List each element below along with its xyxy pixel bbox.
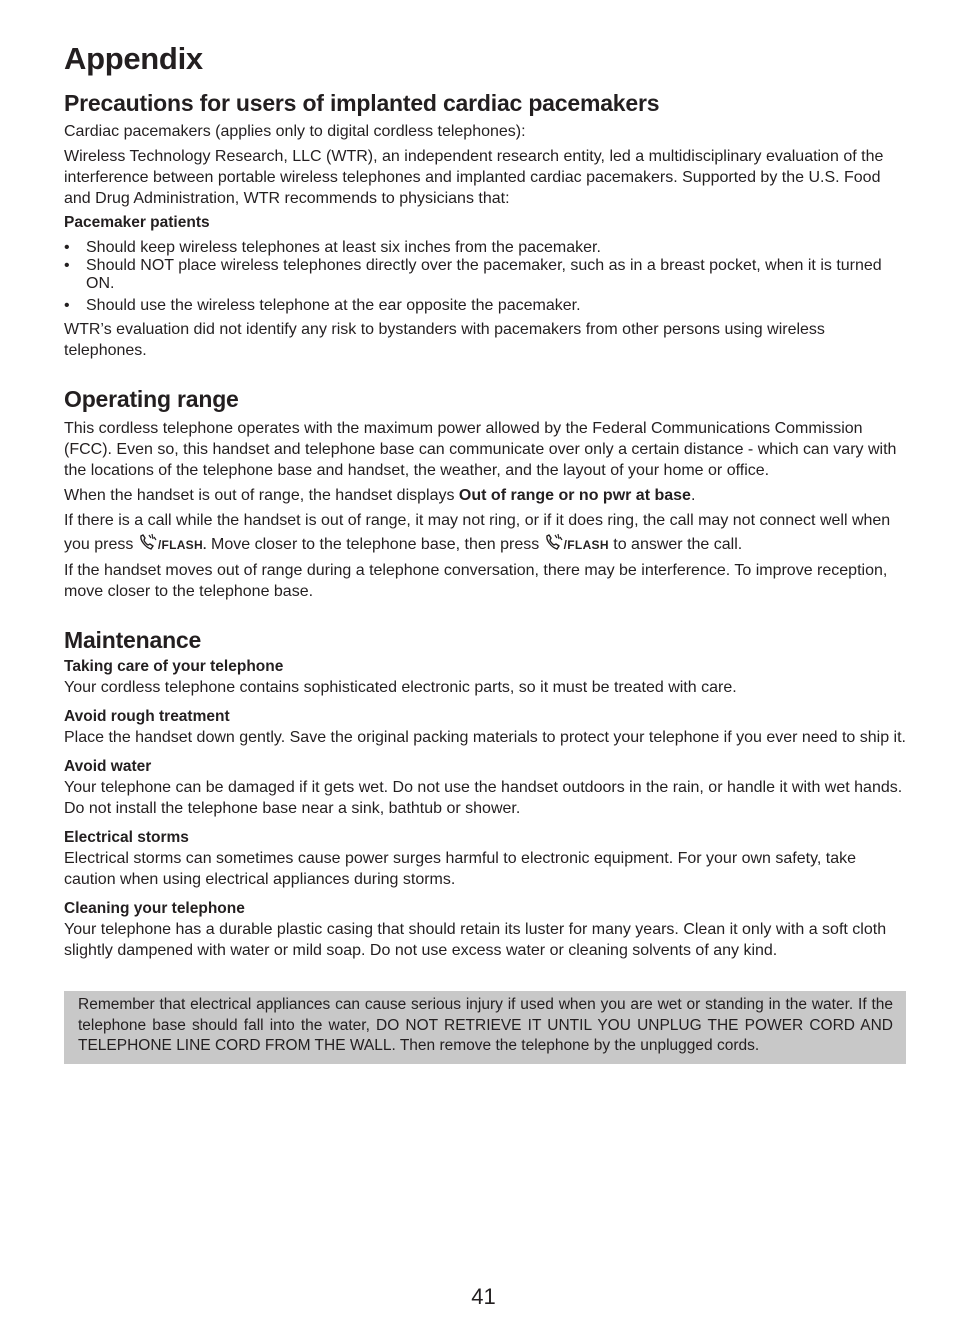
pacemaker-patients-subheading: Pacemaker patients — [64, 214, 210, 231]
bullet-icon: • — [64, 297, 70, 314]
maintenance-heading: Maintenance — [64, 627, 202, 653]
bullet-icon: • — [64, 239, 70, 256]
maintenance-section — [64, 657, 906, 698]
maintenance-text: Your telephone has a durable plastic casing that should retain its luster for many years. Clean it only with a soft cloth slightly dampened with water or mild soap. Do not use excess water or cleaning solvents of any kind. — [64, 921, 887, 959]
out-of-range-display-text: Out of range or no pwr at base — [458, 487, 691, 504]
list-item: • Should NOT place wireless telephones directly over the pacemaker, such as in a breast pocket, when it is turned ON. — [64, 257, 882, 292]
talk-phone-icon — [138, 532, 158, 552]
maintenance-text: Your telephone can be damaged if it gets wet. Do not use the handset outdoors in the rain, or handle it with wet hands. Do not install the telephone base near a sink, bathtub or shower. — [64, 779, 903, 817]
warning-note-box — [64, 991, 906, 1064]
list-item: • Should keep wireless telephones at least six inches from the pacemaker. — [64, 239, 601, 256]
talk-phone-icon — [544, 532, 564, 552]
talk-flash-key-label: /FLASH. — [157, 538, 207, 552]
maintenance-subheading: Avoid rough treatment — [64, 708, 230, 725]
maintenance-section — [64, 828, 906, 890]
maintenance-text: Electrical storms can sometimes cause power surges harmful to electronic equipment. For your own safety, take caution when using electrical appliances during storms. — [64, 850, 857, 888]
operating-range-p4: If the handset moves out of range during a telephone conversation, there may be interference. To improve reception, move closer to the telephone base. — [64, 562, 888, 600]
talk-flash-key-label: /FLASH — [563, 538, 609, 552]
maintenance-subheading: Taking care of your telephone — [64, 658, 284, 675]
maintenance-section — [64, 707, 906, 748]
maintenance-subheading: Avoid water — [64, 758, 152, 775]
operating-range-p3: If there is a call while the handset is out of range, it may not ring, or if it does ring, the call may not connect well when you press /FLASH. Move closer to the telephone base, then press /FLASH to answer the call. — [64, 512, 891, 553]
operating-range-heading: Operating range — [64, 386, 239, 412]
page-number: 41 — [471, 1284, 496, 1309]
list-item: • Should use the wireless telephone at the ear opposite the pacemaker. — [64, 297, 581, 314]
page-content — [64, 40, 906, 1064]
maintenance-text: Place the handset down gently. Save the original packing materials to protect your telephone if you ever need to ship it. — [64, 729, 906, 746]
warning-note-text: Remember that electrical appliances can cause serious injury if used when you are wet or standing in the water. If the telephone base should fall into the water, DO NOT RETRIEVE IT UNTIL YOU UNPLUG THE POWER CORD AND TELEPHONE LINE CORD FROM THE WALL. Then remove the telephone by the unplugged cords. — [78, 996, 893, 1054]
pacemaker-intro: Cardiac pacemakers (applies only to digital cordless telephones): — [64, 123, 526, 140]
operating-range-p1: This cordless telephone operates with the maximum power allowed by the Federal Communications Commission (FCC). Even so, this handset and telephone base can communicate over only a certain distance - which can vary with the locations of the telephone base and handset, the weather, and the layout of your home or office. — [64, 420, 897, 479]
maintenance-subheading: Cleaning your telephone — [64, 900, 245, 917]
maintenance-subheading: Electrical storms — [64, 829, 189, 846]
pacemaker-closing: WTR’s evaluation did not identify any risk to bystanders with pacemakers from other persons using wireless telephones. — [64, 321, 825, 359]
bullet-icon: • — [64, 257, 70, 274]
page-title: Appendix — [64, 41, 203, 76]
pacemaker-bullet-list — [64, 239, 906, 315]
maintenance-text: Your cordless telephone contains sophisticated electronic parts, so it must be treated with care. — [64, 679, 737, 696]
maintenance-section — [64, 757, 906, 819]
operating-range-p2: When the handset is out of range, the handset displays Out of range or no pwr at base. — [64, 487, 696, 504]
pacemaker-body: Wireless Technology Research, LLC (WTR), an independent research entity, led a multidisciplinary evaluation of the interference between portable wireless telephones and implanted cardiac pacemakers. Supported by the U.S. Food and Drug Administration, WTR recommends to physicians that: — [64, 148, 884, 207]
pacemaker-heading: Precautions for users of implanted cardiac pacemakers — [64, 90, 660, 116]
maintenance-section — [64, 899, 906, 961]
